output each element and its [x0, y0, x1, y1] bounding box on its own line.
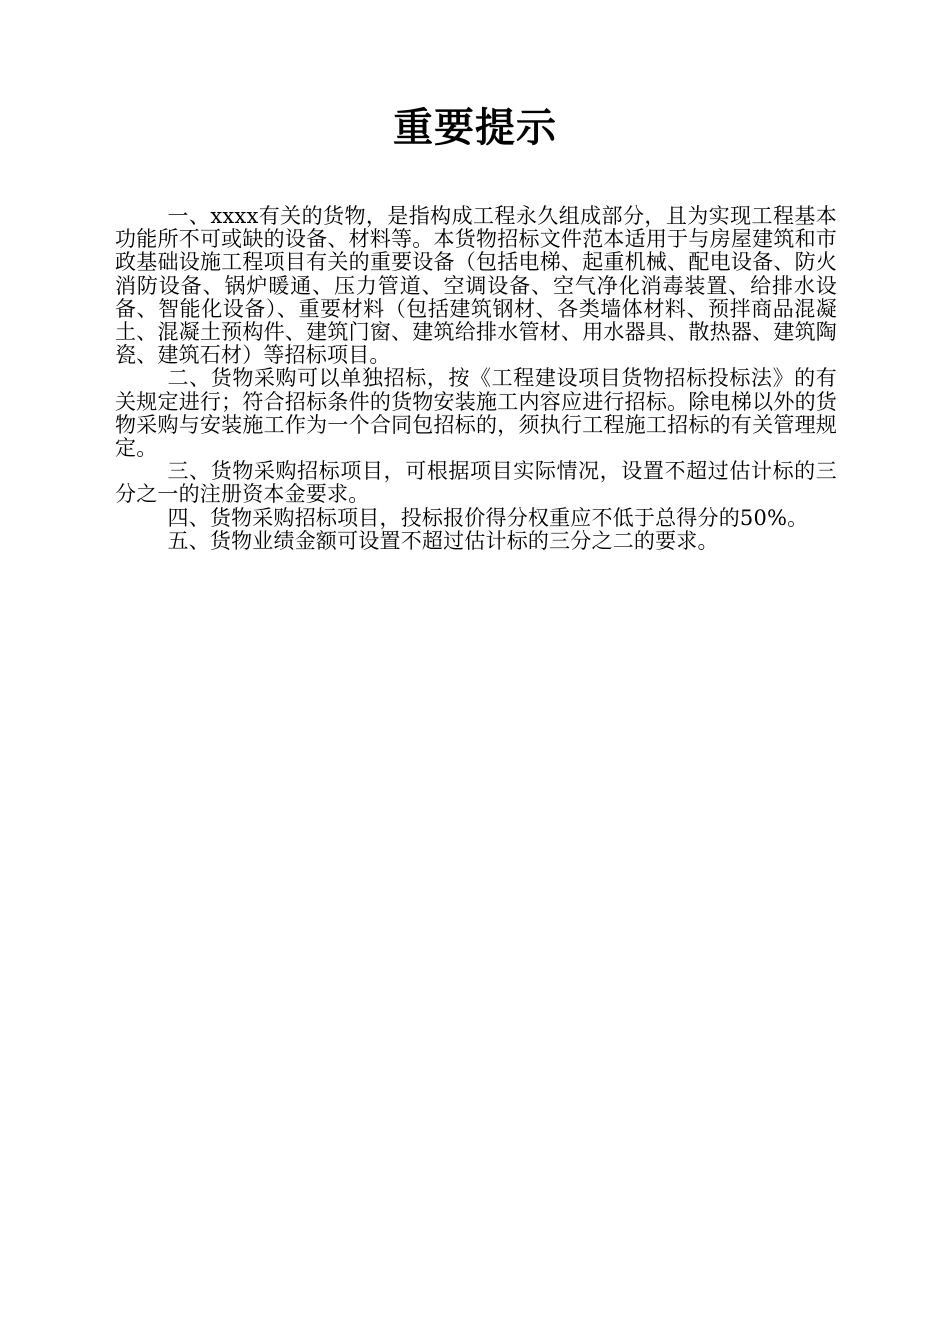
paragraph-3: 三、货物采购招标项目，可根据项目实际情况，设置不超过估计标的三分之一的注册资本金要求。	[115, 459, 837, 507]
paragraph-5: 五、货物业绩金额可设置不超过估计标的三分之二的要求。	[167, 528, 719, 553]
document-body	[115, 205, 837, 553]
document-title: 重要提示	[393, 104, 557, 151]
paragraph-2: 二、货物采购可以单独招标，按《工程建设项目货物招标投标法》的有关规定进行；符合招标条件的货物安装施工内容应进行招标。除电梯以外的货物采购与安装施工作为一个合同包招标的，须执行工程施工招标的有关管理规定。	[115, 366, 837, 461]
paragraph-1: 一、xxxx有关的货物，是指构成工程永久组成部分，且为实现工程基本功能所不可或缺的设备、材料等。本货物招标文件范本适用于与房屋建筑和市政基础设施工程项目有关的重要设备（包括电梯、起重机械、配电设备、防火消防设备、锅炉暖通、压力管道、空调设备、空气净化消毒装置、给排水设备、智能化设备）、重要材料（包括建筑钢材、各类墙体材料、预拌商品混凝土、混凝土预构件、建筑门窗、建筑给排水管材、用水器具、散热器、建筑陶瓷、建筑石材）等招标项目。	[115, 204, 837, 368]
paragraph-4: 四、货物采购招标项目，投标报价得分权重应不低于总得分的50%。	[167, 505, 809, 530]
